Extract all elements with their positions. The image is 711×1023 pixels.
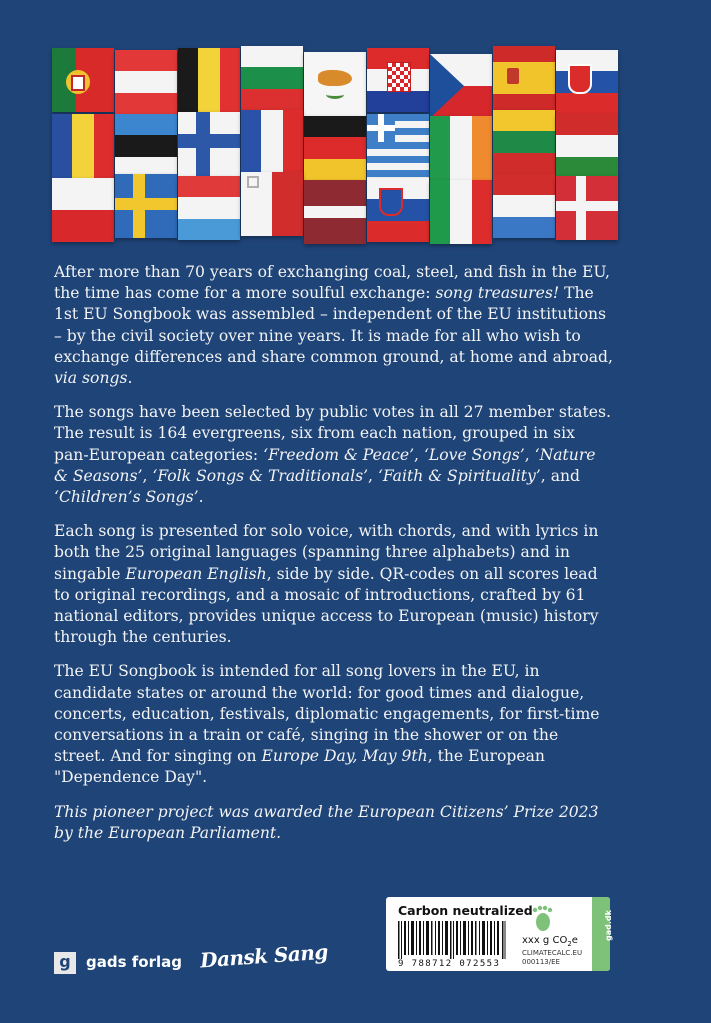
flag-slovenia (367, 178, 429, 242)
flag-italy (430, 180, 492, 244)
text: , and (540, 466, 581, 485)
text-italic: via songs (54, 369, 128, 388)
category-faith: ‘Faith & Spirituality’ (377, 466, 541, 485)
text: , (524, 445, 535, 464)
paragraph-selection (54, 402, 614, 508)
category-nature: ‘Nature & Seasons’ (54, 445, 596, 485)
isbn-number: 9 788712 072553 (398, 959, 501, 969)
dansk-sang-logo: Dansk Sang (199, 939, 329, 973)
flag-romania (52, 114, 114, 178)
text: After more than 70 years of exchanging coal, steel, and fish in the EU, the time has come for a more soulful exchange: (54, 263, 610, 303)
flag-poland (52, 178, 114, 242)
flag-latvia (304, 180, 366, 244)
flag-austria (115, 50, 177, 114)
brand-text: gad.dk (603, 910, 613, 941)
carbon-title: Carbon neutralized (398, 903, 533, 918)
flag-denmark (556, 176, 618, 240)
flag-sweden (115, 174, 177, 238)
climatecalc-id (522, 949, 582, 967)
category-freedom: ‘Freedom & Peace’ (263, 445, 415, 464)
text: The 1st EU Songbook was assembled – independent of the EU institutions – by the civil society over nine years. It is made for all who wish to exchange differences and share common ground, at home and abroad, (54, 284, 613, 366)
flag-finland (178, 112, 240, 176)
paragraph-intro (54, 262, 614, 389)
gads-forlag-logo: gads forlag (86, 953, 182, 971)
calc-line: 000113/EE (522, 958, 560, 966)
flag-hungary (556, 114, 618, 178)
text: The songs have been selected by public votes in all 27 member states. The result is 164 evergreens, six from each nation, grouped in six pan-European categories: (54, 403, 611, 464)
category-love: ‘Love Songs’ (423, 445, 525, 464)
paragraph-presentation (54, 521, 614, 648)
flag-estonia (115, 114, 177, 178)
text: , the European "Dependence Day". (54, 747, 545, 787)
text: Each song is presented for solo voice, with chords, and with lyrics in both the 25 original languages (spanning three alphabets) and in singable (54, 522, 599, 583)
text-italic: European English (125, 564, 267, 583)
category-folk: ‘Folk Songs & Traditionals’ (152, 466, 369, 485)
text: . (198, 488, 204, 507)
carbon-label (386, 897, 613, 971)
flag-malta (241, 172, 303, 236)
co2-sub: 2 (567, 940, 572, 948)
paragraph-audience (54, 661, 614, 788)
co2-amount (522, 935, 578, 948)
flag-ireland (430, 116, 492, 180)
flag-luxembourg (178, 176, 240, 240)
flag-spain (493, 46, 555, 110)
text-italic: Europe Day, May 9th (261, 747, 428, 766)
text: The EU Songbook is intended for all song lovers in the EU, in candidate states or around the world: for good times and dialogue, concerts, education, festivals, diplomatic engagements, for first-time conversations in a train or café, singing in the shower or on the street. And for singing on (54, 662, 600, 766)
footprint-icon (528, 903, 558, 933)
flag-bulgaria (241, 46, 303, 110)
flag-czechia (430, 54, 492, 118)
flag-lithuania (493, 110, 555, 174)
flag-france (241, 110, 303, 174)
flag-germany (304, 116, 366, 180)
category-children: ‘Children’s Songs’ (54, 488, 199, 507)
gad-brand-strip (592, 897, 613, 971)
award-note: This pioneer project was awarded the European Citizens’ Prize 2023 by the European Parliament. (54, 802, 599, 842)
text-italic: song treasures! (435, 284, 560, 303)
flags-mosaic (52, 44, 620, 244)
flag-croatia (367, 48, 429, 112)
flag-slovakia (556, 50, 618, 114)
co2-prefix: xxx g CO (522, 935, 568, 946)
text: , (142, 466, 153, 485)
calc-line: CLIMATECALC.EU (522, 949, 583, 957)
flag-greece (367, 114, 429, 178)
blurb (54, 262, 614, 857)
text: . (127, 369, 133, 388)
text: , side by side. QR-codes on all scores lead to original recordings, and a mosaic of introductions, crafted by 61 national editors, provides unique access to European (music) history through the centuries. (54, 564, 599, 647)
flag-cyprus (304, 52, 366, 116)
text: , (414, 445, 424, 464)
co2-suffix: e (571, 935, 578, 946)
gads-logo-icon: g (54, 952, 76, 974)
barcode (398, 921, 506, 959)
flag-netherlands (493, 174, 555, 238)
text: , (368, 466, 378, 485)
flag-portugal (52, 48, 114, 112)
flag-belgium (178, 48, 240, 112)
